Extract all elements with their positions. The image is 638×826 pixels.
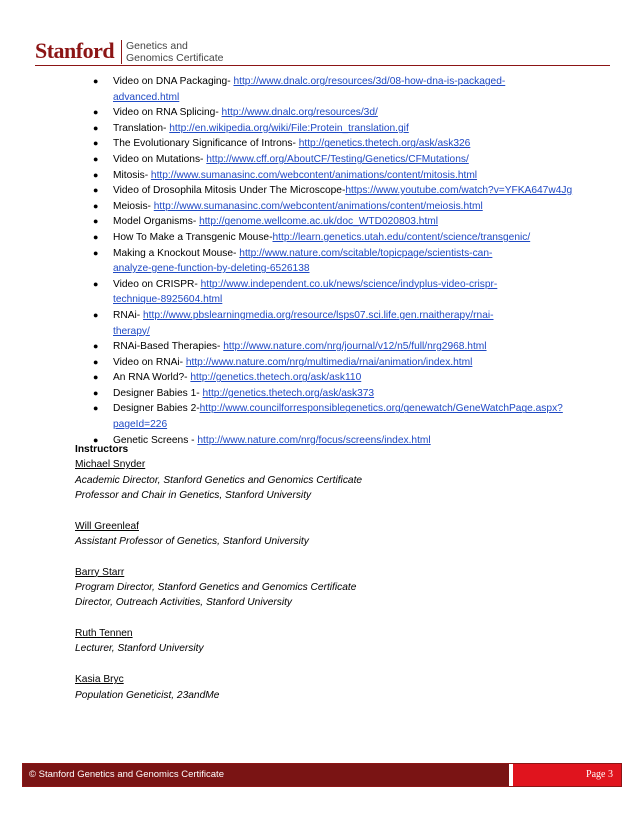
instructor-entry: [75, 457, 595, 503]
bullet-icon: ●: [93, 341, 99, 352]
link-label: Video on Mutations-: [113, 153, 207, 165]
link-label: An RNA World?-: [113, 372, 191, 384]
link-label: Genetic Screens -: [113, 434, 198, 446]
resource-link[interactable]: https://www.youtube.com/watch?v=YFKA647w4Jg: [345, 185, 573, 197]
resource-link[interactable]: http://genetics.thetech.org/ask/ask373: [202, 387, 375, 399]
instructors-list: [75, 457, 595, 703]
link-label: Model Organisms-: [113, 216, 200, 228]
resource-link[interactable]: http://www.cff.org/AboutCF/Testing/Genetics/CFMutations/: [206, 153, 469, 165]
instructor-role: Program Director, Stanford Genetics and Genomics Certificate: [75, 582, 357, 594]
resource-link[interactable]: http://genetics.thetech.org/ask/ask326: [298, 138, 471, 150]
list-item: [93, 121, 613, 137]
instructor-entry: [75, 565, 595, 611]
link-label: Video on DNA Packaging-: [113, 76, 234, 87]
bullet-icon: ●: [93, 278, 99, 289]
bullet-icon: ●: [93, 403, 99, 414]
page-number: Page 3: [513, 764, 621, 786]
instructor-name: Michael Snyder: [75, 459, 146, 471]
link-label: Making a Knockout Mouse-: [113, 247, 240, 259]
list-item: [93, 386, 613, 402]
link-label: Translation-: [113, 122, 170, 134]
bullet-icon: ●: [93, 169, 99, 180]
link-label: Mitosis-: [113, 169, 151, 181]
list-item: [93, 183, 613, 199]
instructors-section: [75, 442, 595, 718]
resource-link[interactable]: analyze-gene-function-by-deleting-6526138: [113, 263, 310, 275]
instructor-name: Barry Starr: [75, 566, 125, 578]
link-label: The Evolutionary Significance of Introns-: [113, 138, 299, 150]
resource-link[interactable]: http://learn.genetics.utah.edu/content/science/transgenic/: [272, 231, 531, 243]
resource-link[interactable]: http://www.pbslearningmedia.org/resource/lsps07.sci.life.gen.rnaitherapy/rnai-: [143, 309, 494, 321]
page-header: [0, 0, 638, 70]
resource-link[interactable]: http://www.nature.com/scitable/topicpage/scientists-can-: [239, 247, 493, 259]
list-item: [93, 230, 613, 246]
resource-link[interactable]: http://www.nature.com/nrg/journal/v12/n5/full/nrg2968.html: [223, 341, 487, 353]
bullet-icon: ●: [93, 434, 99, 445]
list-item: [93, 199, 613, 215]
resource-link[interactable]: http://www.dnalc.org/resources/3d/: [221, 107, 378, 119]
instructor-entry: [75, 672, 595, 703]
bullet-icon: ●: [93, 356, 99, 367]
bullet-icon: ●: [93, 122, 99, 133]
list-item: [93, 401, 613, 432]
link-label: Video on CRISPR-: [113, 278, 201, 290]
bullet-icon: ●: [93, 107, 99, 118]
bullet-icon: ●: [93, 231, 99, 242]
list-item: [93, 74, 613, 105]
instructor-entry: [75, 519, 595, 550]
header-rule: [35, 65, 610, 66]
bullet-icon: ●: [93, 309, 99, 320]
link-label: How To Make a Transgenic Mouse-: [113, 231, 273, 243]
resource-link-list: [93, 74, 613, 448]
link-label: Video on RNAi-: [113, 356, 186, 368]
list-item: [93, 246, 613, 277]
instructor-role: Population Geneticist, 23andMe: [75, 689, 220, 701]
list-item: [93, 152, 613, 168]
link-label: RNAi-: [113, 309, 143, 321]
instructor-role: Assistant Professor of Genetics, Stanford University: [75, 535, 309, 547]
logo-subtitle-line-2: Genomics Certificate: [126, 52, 224, 64]
instructor-role: Academic Director, Stanford Genetics and Genomics Certificate: [75, 474, 363, 486]
bullet-icon: ●: [93, 138, 99, 149]
resource-link[interactable]: http://www.nature.com/nrg/focus/screens/index.html: [197, 434, 431, 446]
list-item: [93, 214, 613, 230]
list-item: [93, 339, 613, 355]
instructor-role: Lecturer, Stanford University: [75, 643, 204, 655]
link-label: Designer Babies 1-: [113, 387, 203, 399]
resource-link[interactable]: http://www.sumanasinc.com/webcontent/animations/content/meiosis.html: [153, 200, 483, 212]
list-item: [93, 168, 613, 184]
instructor-name: Ruth Tennen: [75, 628, 133, 640]
page-footer: [22, 763, 622, 787]
resource-link[interactable]: http://www.nature.com/nrg/multimedia/rnai/animation/index.html: [185, 356, 473, 368]
link-label: Meiosis-: [113, 200, 154, 212]
link-label: Video of Drosophila Mitosis Under The Microscope-: [113, 185, 346, 197]
logo-divider: [121, 40, 122, 64]
instructor-role: Professor and Chair in Genetics, Stanford University: [75, 489, 312, 501]
bullet-icon: ●: [93, 153, 99, 164]
instructors-heading: Instructors: [75, 444, 129, 455]
list-item: [93, 308, 613, 339]
bullet-icon: ●: [93, 372, 99, 383]
link-label: Video on RNA Splicing-: [113, 107, 222, 119]
list-item: [93, 136, 613, 152]
instructor-name: Will Greenleaf: [75, 520, 139, 532]
list-item: [93, 277, 613, 308]
instructor-entry: [75, 626, 595, 657]
resource-link[interactable]: therapy/: [113, 325, 150, 337]
resource-link[interactable]: technique-8925604.html: [113, 294, 223, 306]
instructor-role: Director, Outreach Activities, Stanford University: [75, 597, 293, 609]
logo-subtitle: [126, 40, 223, 64]
bullet-icon: ●: [93, 200, 99, 211]
link-label: Designer Babies 2-: [113, 403, 200, 415]
resource-link[interactable]: advanced.html: [113, 91, 180, 103]
bullet-icon: ●: [93, 76, 99, 86]
bullet-icon: ●: [93, 387, 99, 398]
resource-link[interactable]: http://en.wikipedia.org/wiki/File:Protein_translation.gif: [169, 122, 409, 134]
resource-link[interactable]: http://www.independent.co.uk/news/science/indyplus-video-crispr-: [200, 278, 498, 290]
logo-subtitle-line-1: Genetics and: [126, 40, 188, 52]
link-label: RNAi-Based Therapies-: [113, 341, 224, 353]
footer-copyright: © Stanford Genetics and Genomics Certificate: [23, 764, 509, 786]
instructor-name: Kasia Bryc: [75, 674, 124, 686]
bullet-icon: ●: [93, 247, 99, 258]
resource-link[interactable]: http://www.councilforresponsiblegenetics.org/genewatch/GeneWatchPage.aspx?pageId=226: [113, 403, 563, 431]
resource-link[interactable]: http://genome.wellcome.ac.uk/doc_WTD020803.html: [199, 216, 439, 228]
resource-link[interactable]: http://www.sumanasinc.com/webcontent/animations/content/mitosis.html: [150, 169, 478, 181]
bullet-icon: ●: [93, 185, 99, 196]
resource-link[interactable]: http://www.dnalc.org/resources/3d/08-how-dna-is-packaged-: [233, 76, 506, 87]
stanford-logo: Stanford: [35, 38, 115, 63]
list-item: [93, 370, 613, 386]
list-item: [93, 105, 613, 121]
bullet-icon: ●: [93, 216, 99, 227]
list-item: [93, 355, 613, 371]
resource-link[interactable]: http://genetics.thetech.org/ask/ask110: [190, 372, 362, 384]
